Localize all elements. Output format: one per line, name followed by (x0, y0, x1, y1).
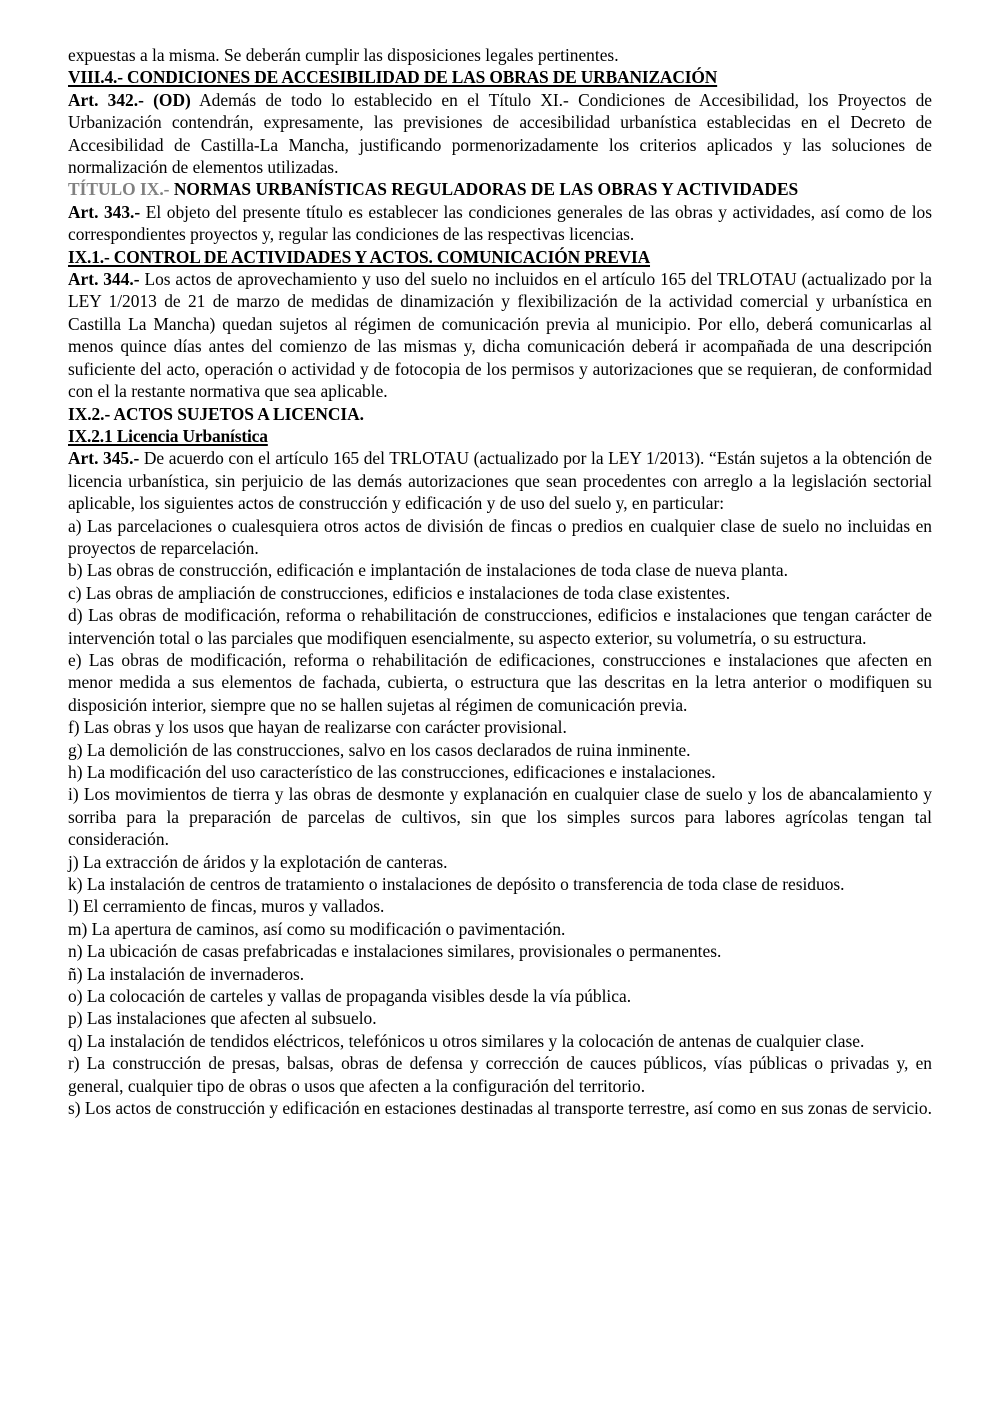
list-item: p) Las instalaciones que afecten al subsuelo. (68, 1008, 377, 1029)
text-column (68, 44, 932, 1120)
article-345-label: Art. 345.- (68, 448, 140, 469)
article-343-label: Art. 343.- (68, 201, 141, 222)
list-item: d) Las obras de modificación, reforma o rehabilitación de construcciones, edificios e instalaciones que tengan carácter de intervención total o las parciales que modifiquen esencialmente, su aspecto exterior, su volumetría, o su estructura. (68, 605, 932, 648)
heading-viii-4: VIII.4.- CONDICIONES DE ACCESIBILIDAD DE LAS OBRAS DE URBANIZACIÓN (68, 67, 718, 88)
article-345-paragraph (68, 447, 932, 514)
list-item: c) Las obras de ampliación de construcciones, edificios e instalaciones de toda clase existentes. (68, 582, 731, 603)
list-item: b) Las obras de construcción, edificación e implantación de instalaciones de toda clase de nueva planta. (68, 560, 788, 581)
list-item: a) Las parcelaciones o cualesquiera otros actos de división de fincas o predios en cualquier clase de suelo no incluidas en proyectos de reparcelación. (68, 515, 932, 558)
list-item: r) La construcción de presas, balsas, obras de defensa y corrección de cauces públicos, vías públicas o privadas y, en general, cualquier tipo de obras o usos que afecten a la configuración del territorio. (68, 1053, 932, 1096)
titulo-ix-rest: NORMAS URBANÍSTICAS REGULADORAS DE LAS OBRAS Y ACTIVIDADES (169, 179, 799, 200)
titulo-ix-prefix: TÍTULO IX.- (68, 179, 170, 200)
list-item: e) Las obras de modificación, reforma o rehabilitación de edificaciones, construcciones e instalaciones que afecten en menor medida a sus elementos de fachada, cubierta, o estructura que las descritas en la letra anterior o modifiquen su disposición interior, siempre que no se hallen sujetas al régimen de comunicación previa. (68, 649, 932, 715)
heading-ix-2: IX.2.- ACTOS SUJETOS A LICENCIA. (68, 403, 364, 424)
list-item: k) La instalación de centros de tratamiento o instalaciones de depósito o transferencia de toda clase de residuos. (68, 874, 845, 895)
article-345-body: De acuerdo con el artículo 165 del TRLOTAU (actualizado por la LEY 1/2013). “Están sujetos a la obtención de licencia urbanística, sin perjuicio de las demás autorizaciones que sean procedentes con arreglo a la legislación sectorial aplicable, los siguientes actos de construcción y edificación y de uso del suelo y, en particular: (68, 448, 932, 514)
article-344-paragraph (68, 268, 932, 402)
article-342-label: Art. 342.- (OD) (68, 89, 191, 110)
list-item: f) Las obras y los usos que hayan de realizarse con carácter provisional. (68, 717, 567, 738)
article-342-body: Además de todo lo establecido en el Título XI.- Condiciones de Accesibilidad, los Proyectos de Urbanización contendrán, expresamente, las previsiones de accesibilidad urbanística establecidas en el Decreto de Accesibilidad de Castilla-La Mancha, justificando pormenorizadamente los criterios aplicados y las soluciones de normalización de elementos utilizadas. (68, 89, 932, 178)
article-343-body: El objeto del presente título es establecer las condiciones generales de las obras y actividades, así como de los correspondientes proyectos y, regular las condiciones de las respectivas licencias. (68, 201, 932, 245)
list-item: q) La instalación de tendidos eléctricos, telefónicos u otros similares y la colocación de antenas de cualquier clase. (68, 1030, 865, 1051)
article-342-paragraph (68, 89, 932, 179)
heading-ix-2-1: IX.2.1 Licencia Urbanística (68, 425, 268, 446)
article-344-body: Los actos de aprovechamiento y uso del suelo no incluidos en el artículo 165 del TRLOTAU (actualizado por la LEY 1/2013 de 21 de marzo de medidas de dinamización y flexibilización de la actividad comercial y urbanística en Castilla La Mancha) quedan sujetos al régimen de comunicación previa al municipio. Por ello, deberá comunicarlas al menos quince días antes del comienzo de las mismas y, dicha comunicación deberá ir acompañada de una descripción suficiente del acto, operación o actividad y de fotocopia de los permisos y autorizaciones que se requieran, de conformidad con el la restante normativa que sea aplicable. (68, 269, 933, 402)
article-344-label: Art. 344.- (68, 269, 140, 290)
list-item: m) La apertura de caminos, así como su modificación o pavimentación. (68, 918, 566, 939)
continuation-paragraph: expuestas a la misma. Se deberán cumplir las disposiciones legales pertinentes. (68, 45, 619, 65)
heading-ix-1: IX.1.- CONTROL DE ACTIVIDADES Y ACTOS. COMUNICACIÓN PREVIA (68, 246, 651, 267)
list-item: o) La colocación de carteles y vallas de propaganda visibles desde la vía pública. (68, 986, 632, 1007)
list-item: n) La ubicación de casas prefabricadas e instalaciones similares, provisionales o permanentes. (68, 941, 722, 962)
list-item: l) El cerramiento de fincas, muros y vallados. (68, 896, 385, 917)
list-item: g) La demolición de las construcciones, salvo en los casos declarados de ruina inminente. (68, 739, 691, 760)
list-item: ñ) La instalación de invernaderos. (68, 963, 305, 984)
list-item: h) La modificación del uso característico de las construcciones, edificaciones e instalaciones. (68, 762, 716, 782)
licence-acts-list (68, 515, 932, 1120)
list-item: i) Los movimientos de tierra y las obras de desmonte y explanación en cualquier clase de suelo y los de abancalamiento y sorriba para la preparación de parcelas de cultivos, sin que los simples surcos para labores agrícolas tengan tal consideración. (68, 784, 932, 850)
article-343-paragraph (68, 201, 932, 246)
heading-titulo-ix (68, 178, 932, 200)
list-item: j) La extracción de áridos y la explotación de canteras. (68, 851, 448, 872)
list-item: s) Los actos de construcción y edificación en estaciones destinadas al transporte terrestre, así como en sus zonas de servicio. (68, 1098, 932, 1119)
